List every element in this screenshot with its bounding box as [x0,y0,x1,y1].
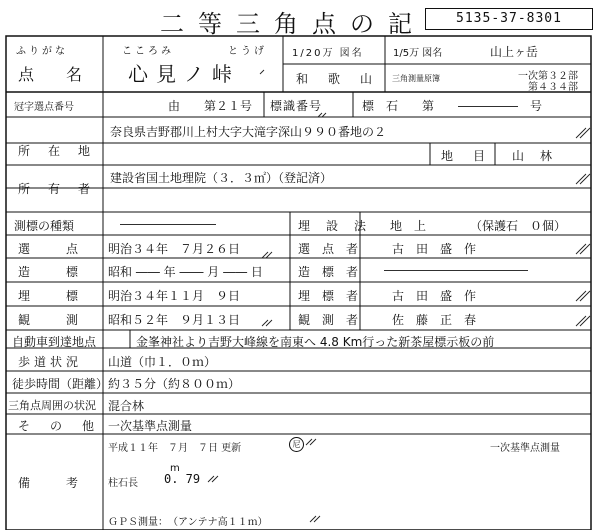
observation-date: 昭和５２年 ９月１３日 [108,313,241,327]
survey-type: 一次基準点測量 [490,443,560,454]
point-name-label: 点 名 [18,65,91,84]
pillar-value: 0. 79 [164,472,201,486]
land-type-value: 山 林 [512,149,555,163]
register-value-1: 一次第３２部 [518,71,578,82]
stamp-icon: 尼 [289,437,304,452]
prefix-number-value: 由 第２１号 [168,99,253,113]
marker-number-label: 標識番号 [270,99,323,113]
protection-value: （保護石 ０個） [470,219,567,233]
trail-value: 山道（巾１．０ｍ） [108,355,217,369]
burial-value: 地 上 [390,219,427,233]
burier-value: 古 田 盛 作 [392,289,477,303]
surroundings-value: 混合林 [108,399,145,413]
constructor-value: ―――――――――――― [384,263,528,277]
selection-label: 選 点 [18,242,83,256]
prefix-number-label: 冠字選点番号 [14,102,74,113]
map-20k-label: 1/20万 図名 [292,48,364,59]
other-label: そ の 他 [18,419,99,433]
other-value: 一次基準点測量 [108,419,193,433]
car-access-value: 金峯神社より吉野大峰線を南東へ 4.8 Km行った新茶屋標示板の前 [136,335,495,349]
name-reading-1: こころみ [122,46,174,57]
walk-value: 約３５分（約８００ｍ） [108,377,241,391]
marker-type-label: 測標の種類 [14,219,75,233]
document-title: 二等三角点の記 [160,10,426,38]
marker-type-value: ―――――――― [120,217,216,231]
location-label: 所 在 地 [18,144,94,158]
map-50k-value: 山上ヶ岳 [490,45,539,59]
pillar-unit: m [170,463,180,474]
update-text: 平成１１年 ７月 ７日 更新 [108,443,242,454]
observer-label: 観 測 者 [298,313,359,327]
owner-value: 建設省国土地理院（３．３㎡）（登記済） [110,171,333,185]
land-type-label: 地 目 [441,149,490,163]
marker-number-value: 標 石 第 ――――― 号 [362,99,543,113]
pillar-label: 柱石長 [108,478,138,489]
register-label: 三角測量原簿 [392,74,440,83]
burial-date: 明治３４年１１月 ９日 [108,289,241,303]
map-50k-label: 1/5万 図名 [393,48,443,59]
remarks-label: 備 考 [18,476,83,490]
construction-date: 昭和 ―― 年 ―― 月 ―― 日 [108,265,263,279]
point-name: 心見ノ峠 [128,62,240,86]
register-value-2: 第４３４部 [528,82,578,93]
car-access-label: 自動車到達地点 [12,335,97,349]
map-20k-value: 和 歌 山 [296,72,377,86]
gps-text: ＧＰＳ測量： （アンテナ高１１ｍ） [108,517,268,528]
selection-date: 明治３４年 ７月２６日 [108,242,241,256]
burier-label: 埋 標 者 [298,289,359,303]
burial-date-label: 埋 標 [18,289,83,303]
trail-label: 歩道状況 [18,355,83,369]
observation-label: 観 測 [18,313,83,327]
walk-label: 徒歩時間（距離） [12,377,109,391]
selector-label: 選 点 者 [298,242,359,256]
observer-value: 佐 藤 正 春 [392,313,477,327]
burial-label: 埋 設 法 [298,219,369,233]
point-code: 5135-37-8301 [425,8,593,30]
constructor-label: 造 標 者 [298,265,359,279]
construction-label: 造 標 [18,265,83,279]
surroundings-label: 三角点周囲の状況 [8,399,96,412]
selector-value: 古 田 盛 作 [392,242,477,256]
owner-label: 所 有 者 [18,182,94,196]
name-reading-2: とうげ [228,46,267,57]
furigana-label: ふりがな [16,46,68,57]
location-value: 奈良県吉野郡川上村大字大滝字深山９９０番地の２ [110,125,387,139]
